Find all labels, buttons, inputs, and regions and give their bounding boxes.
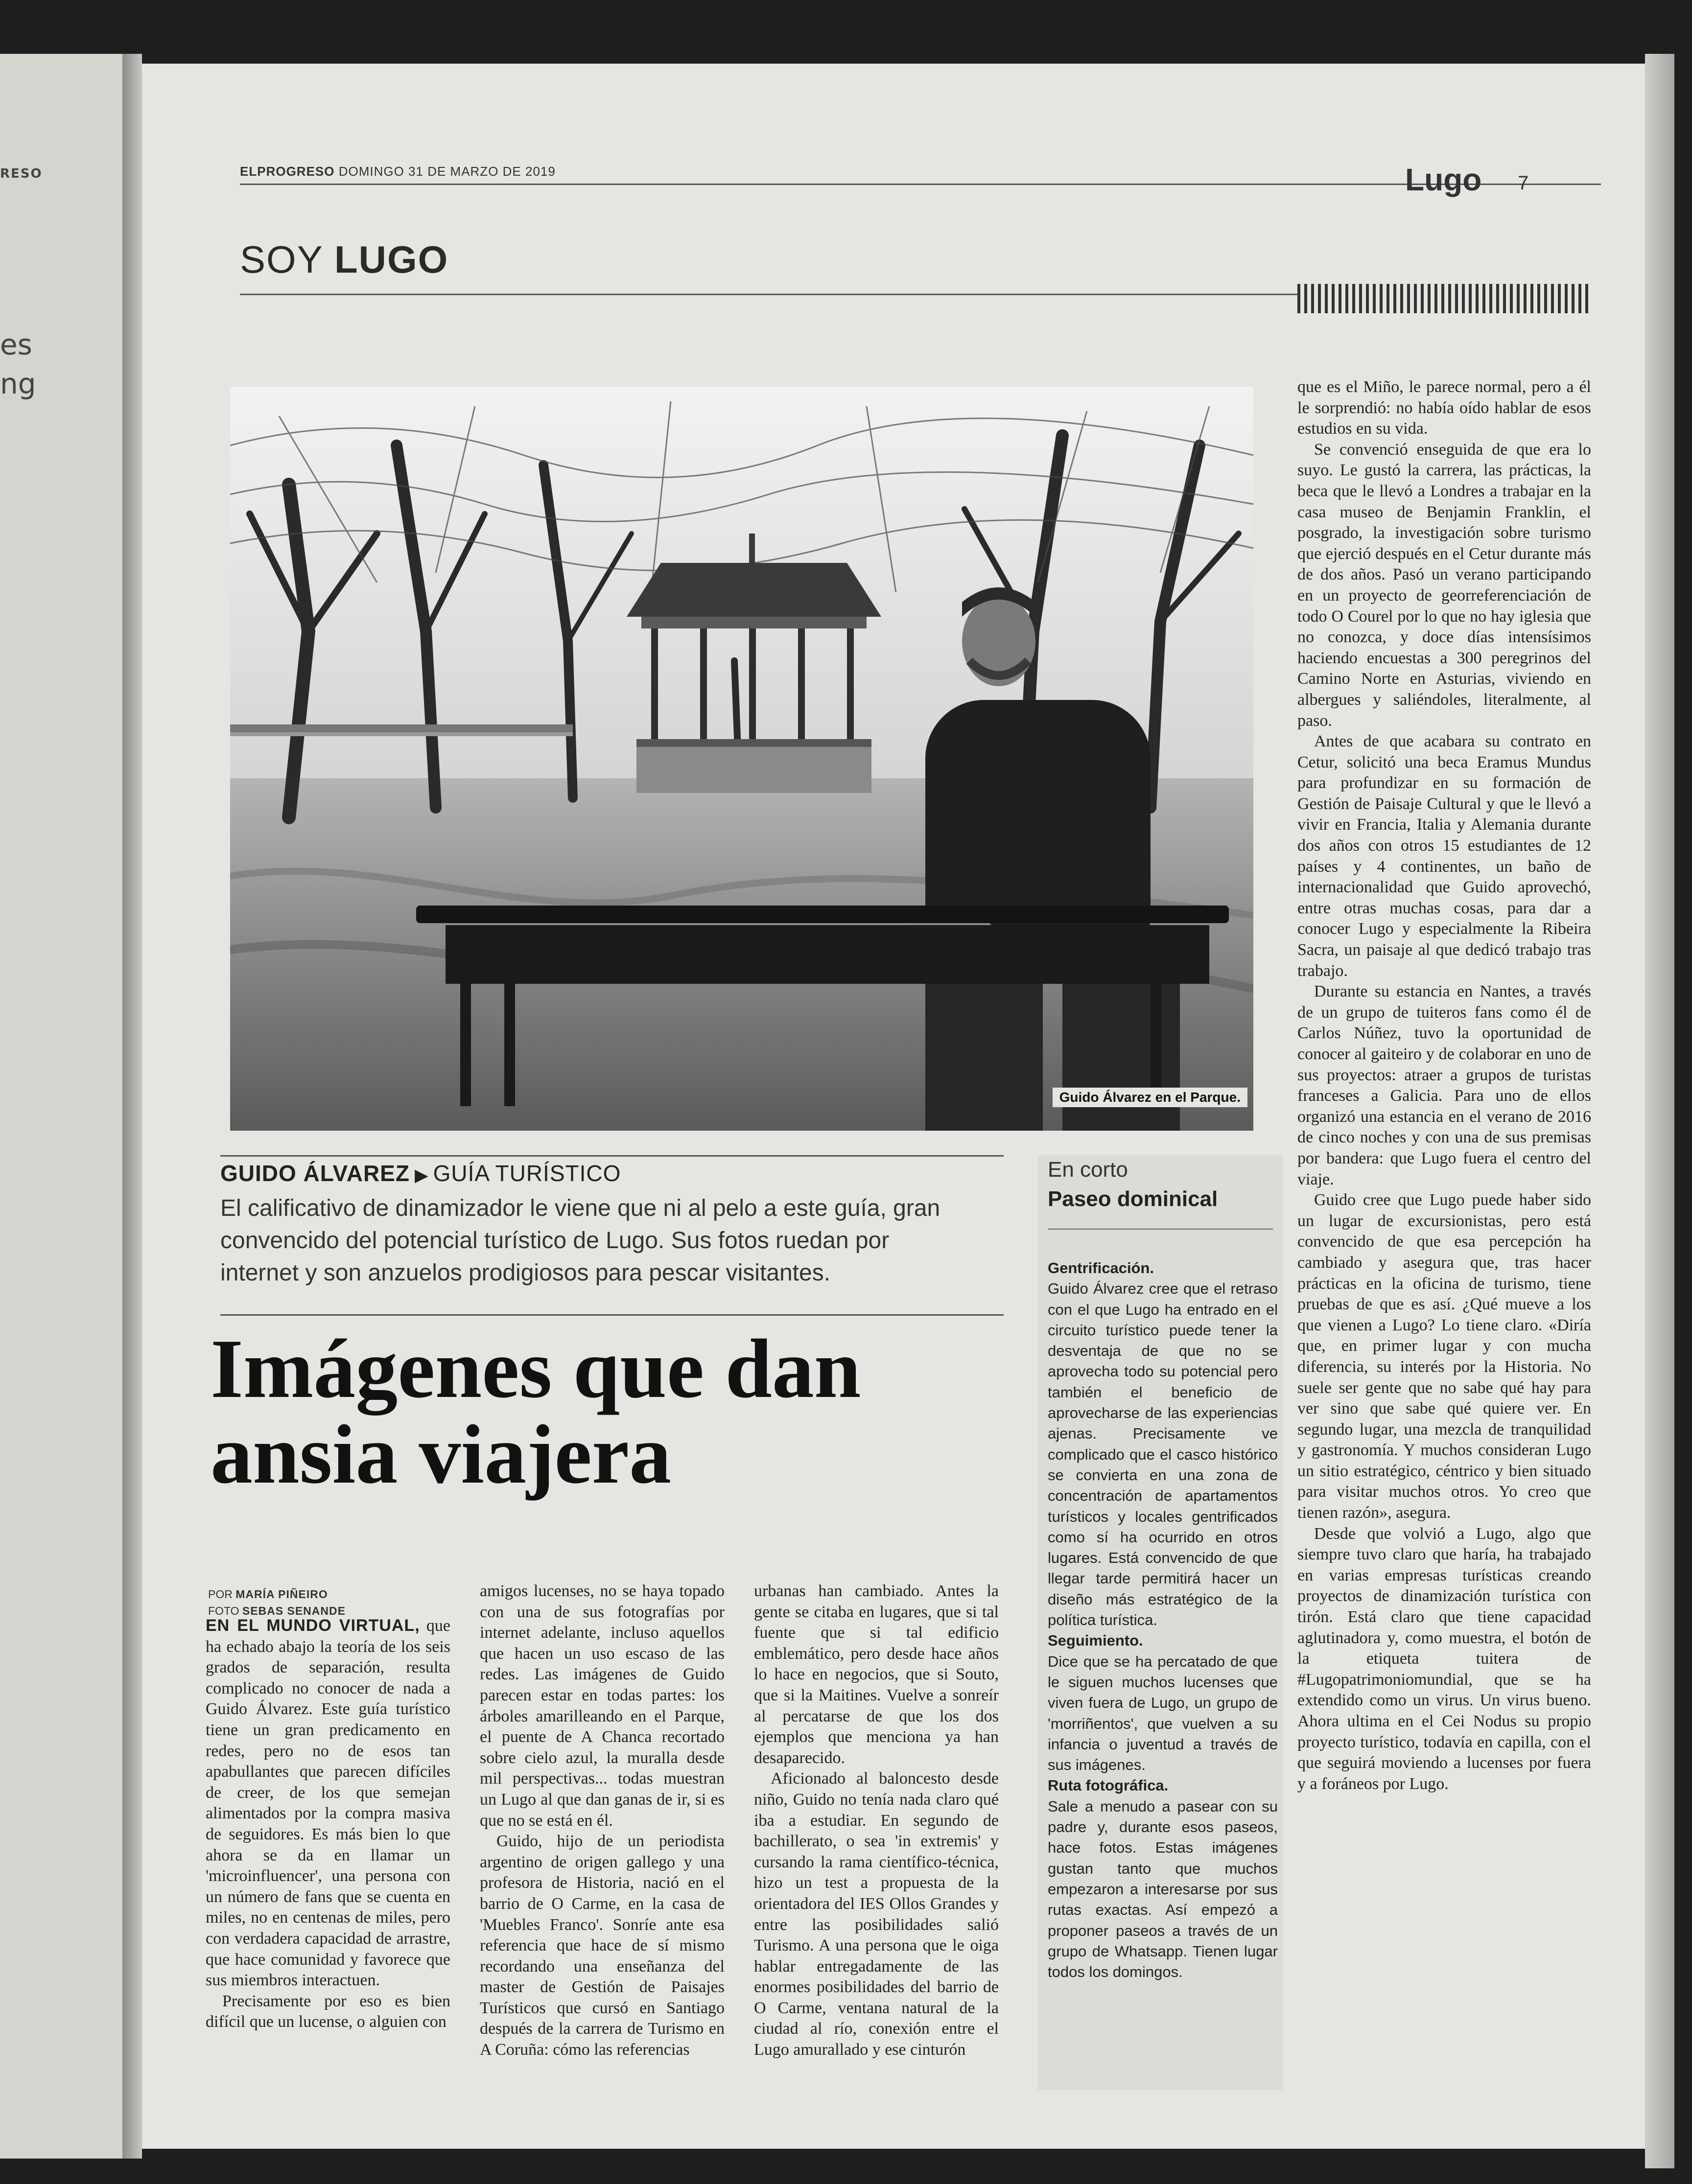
brand-name: ELPROGRESO: [240, 164, 335, 179]
article-paragraph: Antes de que acabara su contrato en Cetur, solicitó una beca Eramus Mundus para profundizar en su formación de Gestión de Paisaje Cultural y que le llevó a vivir en Francia, Italia y Alemania durante dos años con otros 15 estudiantes de 12 países y 4 continentes, un baño de internacionalidad que Guido aprovechó, entre otras muchas cosas, para dar a conocer Lugo y especialmente la Ribeira Sacra, un paisaje al que dedicó trabajo tras trabajo.: [1297, 732, 1591, 980]
article-paragraph: que ha echado abajo la teoría de los seis grados de separación, resulta complicado no conocer de nada a Guido Álvarez. Este guía turístico tiene un gran predicamento en redes, pero no de esos tan apabullantes que parecen difíciles de creer, de los que semejan alimentados por la compra masiva de seguidores. Es más bien lo que ahora se da en llamar un 'microinfluencer', una persona con un número de fans que se cuenta en miles, no en centenas de miles, pero con verdadera capacidad de arrastre, que hace comunidad y favorece que sus miembros interactuen.: [206, 1617, 450, 1990]
article-paragraph: Aficionado al baloncesto desde niño, Guido no tenía nada claro qué iba a estudiar. En segundo de bachillerato, o sea 'in extremis' y cursando la rama científico-técnica, hizo un test a propuesta de la orientadora del IES Ollos Grandes y entre las posibilidades salió Turismo. A una persona que le oiga hablar entregadamente de las enormes posibilidades del barrio de O Carme, ventana natural de la ciudad al río, conexión entre el Lugo amurallado y ese cinturón: [754, 1769, 999, 2059]
kicker-rule: [240, 294, 1449, 295]
sidebar-heading: Gentrificación.: [1048, 1259, 1154, 1277]
photo-caption: Guido Álvarez en el Parque.: [1053, 1088, 1247, 1107]
masthead: [240, 164, 556, 179]
sidebar-kicker: En corto: [1048, 1158, 1128, 1182]
byline-author: MARÍA PIÑEIRO: [235, 1588, 328, 1601]
kicker-soy: SOY: [240, 238, 323, 281]
left-page-text-fragment: es: [0, 328, 32, 361]
sidebar-heading: Ruta fotográfica.: [1048, 1777, 1169, 1794]
byline-label: POR: [208, 1588, 233, 1601]
park-photo-illustration: [230, 387, 1253, 1131]
sidebar-paragraph: Dice que se ha percatado de que le siguen muchos lucenses que viven fuera de Lugo, un grupo de 'morriñentos', que vuelven a su infancia o juventud a través de sus imágenes.: [1048, 1652, 1278, 1774]
article-column-2: [480, 1581, 725, 2061]
sidebar-paragraph: Sale a menudo a pasear con su padre y, durante esos paseos, hace fotos. Estas imágenes gustan tanto que muchos empezaron a interesarse por sus rutas exactas. Así empezó a proponer paseos a través de un grupo de Whatsapp. Tienen lugar todos los domingos.: [1048, 1797, 1278, 1981]
article-column-right: [1297, 377, 1591, 1794]
headline-line: Imágenes que dan: [211, 1323, 861, 1416]
page-stack-edge: [1645, 54, 1674, 2168]
deck-rule: [220, 1155, 1004, 1157]
sidebar-paragraph: Guido Álvarez cree que el retraso con el que Lugo ha entrado en el circuito turístico puede tener la desventaja de que no se aprovecha todo su potencial pero también el beneficio de aprovecharse de las experiencias ajenas. Precisamente ve complicado que el casco histórico se convierta en una zona de concentración de apartamentos turísticos y locales gentrificados como sí ha ocurrido en otros lugares. Está convencido de que llegar tarde permitirá hacer un diseño más estratégico de la política turística.: [1048, 1280, 1278, 1629]
newspaper-page: [142, 64, 1645, 2149]
article-column-1: [206, 1615, 450, 2033]
article-paragraph: Desde que volvió a Lugo, algo que siempre tuvo claro que haría, ha trabajado en varias empresas turísticas creando proyectos de dinamización turística con tirón. Está claro que tiene capacidad aglutinadora y, como muestra, el botón de la etiqueta tuitera de #Lugopatrimoniomundial, que se ha extendido como un virus. Un virus bueno. Ahora ultima en el Cei Nodus su propio proyecto turístico, todavía en capilla, con el que seguirá moviendo a lucenses por fuera y a foráneos por Lugo.: [1297, 1524, 1591, 1793]
article-column-3: [754, 1581, 999, 2061]
article-paragraph: que es el Miño, le parece normal, pero a él le sorprendió: no había oído hablar de esos estudios en su vida.: [1297, 378, 1591, 438]
deck-rule: [220, 1314, 1004, 1316]
page-number: 7: [1518, 172, 1529, 194]
play-arrow-icon: ▶: [414, 1165, 428, 1185]
article-paragraph: amigos lucenses, no se haya topado con una de sus fotografías por internet adelante, incluso aquellos que hacen un uso escaso de las redes. Las imágenes de Guido parecen estar en todas partes: los árboles amarilleando en el Parque, el puente de A Chanca recortado sobre cielo azul, la muralla desde mil perspectivas... todas muestran un Lugo al que dan ganas de ir, si es que no se está en él.: [480, 1582, 725, 1830]
kicker-lugo: LUGO: [334, 238, 449, 281]
article-deck: [220, 1160, 1004, 1289]
byline-label: FOTO: [208, 1604, 239, 1617]
article-paragraph: Guido cree que Lugo puede haber sido un lugar de excursionistas, pero está convencido de que esa percepción ha cambiado y asegura que, tras hacer prácticas en la oficina de turismo, tiene pruebas de que es así. ¿Qué mueve a los que vienen a Lugo? Lo tiene claro. «Diría que, en primer lugar y con mucha diferencia, su interés por la Historia. No suele ser gente que no sabe qué hay para ver sino que sabe qué quiere ver. En segundo lugar, una mezcla de tranquilidad y gastronomía. Y muchos consideran Lugo un sitio estratégico, céntrico y bien situado para visitar muchos otros. Yo creo que tienen razón», asegura.: [1297, 1191, 1591, 1522]
left-page-text-fragment: ng: [0, 367, 36, 400]
lead-in: EN EL MUNDO VIRTUAL,: [206, 1616, 420, 1635]
article-paragraph: Precisamente por eso es bien difícil que un lucense, o alguien con: [206, 1992, 450, 2031]
header-rule: [240, 184, 1601, 185]
subject-line: [220, 1160, 1004, 1186]
article-photo: [230, 387, 1253, 1131]
section-kicker: [240, 237, 448, 282]
sidebar-heading: Seguimiento.: [1048, 1632, 1143, 1650]
headline: [211, 1323, 861, 1501]
decorative-stripes: [1297, 284, 1591, 313]
issue-date: DOMINGO 31 DE MARZO DE 2019: [338, 164, 556, 179]
sidebar-body: [1048, 1258, 1278, 1982]
section-name: Lugo: [1405, 162, 1482, 197]
deck-line: El calificativo de dinamizador le viene que ni al pelo a este guía, gran: [220, 1195, 940, 1221]
article-paragraph: Guido, hijo de un periodista argentino de origen gallego y una profesora de Historia, nació en el barrio de O Carme, en la casa de 'Muebles Franco'. Sonríe ante esa referencia que hace de sí mismo recordando una enseñanza del master de Gestión de Paisajes Turísticos que cursó en Santiago después de la carrera de Turismo en A Coruña: cómo las referencias: [480, 1832, 725, 2059]
subject-role: GUÍA TURÍSTICO: [433, 1161, 621, 1186]
sidebar-rule: [1048, 1229, 1273, 1230]
article-paragraph: urbanas han cambiado. Antes la gente se citaba en lugares, que si tal fuente que si tal edificio emblemático, pero desde hace años lo hace en negocios, que si Souto, que si la Maitines. Vuelve a sonreír al percatarse de que los dos ejemplos que menciona ya han desaparecido.: [754, 1582, 999, 1767]
subject-name: GUIDO ÁLVAREZ: [220, 1161, 410, 1186]
byline-photographer: SEBAS SENANDE: [242, 1604, 346, 1617]
left-page-edge: [0, 54, 122, 2159]
left-page-brand-fragment: RESO: [0, 166, 43, 181]
byline: [208, 1586, 346, 1619]
article-paragraph: Se convenció enseguida de que era lo suyo. Le gustó la carrera, las prácticas, la beca que le llevó a Londres a trabajar en la casa museo de Benjamin Franklin, el posgrado, la investigación sobre turismo que ejerció después en el Cetur durante más de dos años. Pasó un verano participando en un proyecto de georreferenciación de todo O Courel por lo que no hay iglesia que no conozca, y doce días intensísimos haciendo encuestas a 300 peregrinos del Camino Norte en Asturias, viviendo en albergues y saliéndoles, literalmente, al paso.: [1297, 440, 1591, 730]
newspaper-spine: [122, 54, 142, 2159]
headline-line: ansia viajera: [211, 1408, 672, 1501]
deck-line: convencido del potencial turístico de Lugo. Sus fotos ruedan por: [220, 1228, 890, 1254]
deck-line: internet y son anzuelos prodigiosos para pescar visitantes.: [220, 1260, 831, 1286]
article-paragraph: Durante su estancia en Nantes, a través de un grupo de tuiteros fans como él de Carlos Núñez, tuvo la oportunidad de conocer al gaiteiro y de colaborar en uno de sus proyectos: atraer a grupos de turistas franceses a Galicia. Para uno de ellos organizó una estancia en el verano de 2016 de cinco noches y con una de sus premisas por bandera: que Lugo fuera el centro del viaje.: [1297, 982, 1591, 1188]
sidebar-title: Paseo dominical: [1048, 1187, 1218, 1211]
